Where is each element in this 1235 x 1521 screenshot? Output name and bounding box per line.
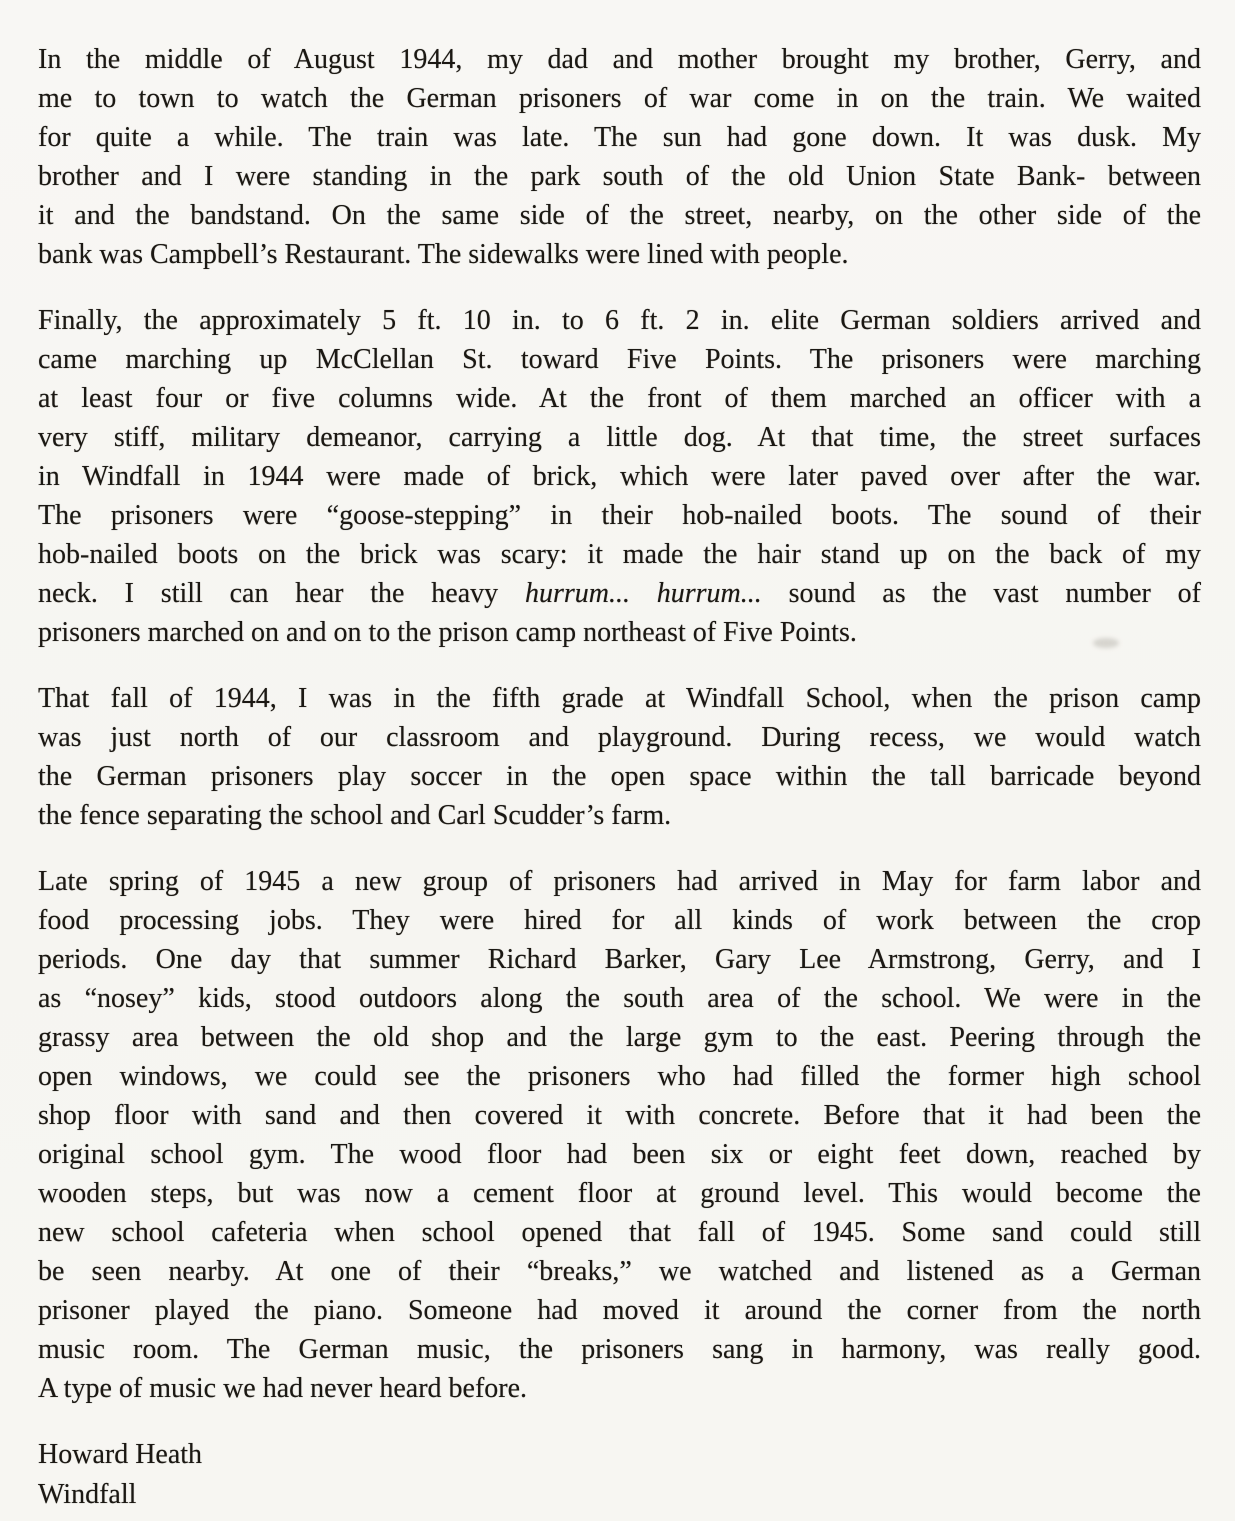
text-segment: me to town to watch the German prisoners of war come in on the train. We waited bbox=[38, 83, 1201, 114]
text-line bbox=[38, 796, 1201, 835]
text-segment: prisoners marched on and on to the prison camp northeast of Five Points. bbox=[38, 617, 857, 648]
text-line bbox=[38, 535, 1201, 574]
text-line bbox=[38, 118, 1201, 157]
text-segment: open windows, we could see the prisoners who had filled the former high school bbox=[38, 1061, 1201, 1092]
text-segment: neck. I still can hear the heavy bbox=[38, 578, 525, 609]
signature-place: Windfall bbox=[38, 1479, 137, 1510]
text-segment: periods. One day that summer Richard Barker, Gary Lee Armstrong, Gerry, and I bbox=[38, 944, 1201, 975]
paragraph-4 bbox=[38, 862, 1201, 1408]
text-line bbox=[38, 457, 1201, 496]
text-segment: brother and I were standing in the park south of the old Union State Bank- between bbox=[38, 161, 1201, 192]
text-segment: the fence separating the school and Carl Scudder’s farm. bbox=[38, 800, 672, 831]
text-line bbox=[38, 196, 1201, 235]
paragraph-3 bbox=[38, 679, 1201, 835]
text-segment: the German prisoners play soccer in the open space within the tall barricade beyond bbox=[38, 761, 1201, 792]
signature-block bbox=[38, 1435, 1201, 1515]
text-segment: In the middle of August 1944, my dad and mother brought my brother, Gerry, and bbox=[38, 44, 1201, 75]
text-line bbox=[38, 79, 1201, 118]
text-line bbox=[38, 340, 1201, 379]
text-segment: original school gym. The wood floor had been six or eight feet down, reached by bbox=[38, 1139, 1201, 1170]
text-segment: shop floor with sand and then covered it with concrete. Before that it had been the bbox=[38, 1100, 1201, 1131]
text-line bbox=[38, 418, 1201, 457]
text-line bbox=[38, 301, 1201, 340]
text-segment: for quite a while. The train was late. The sun had gone down. It was dusk. My bbox=[38, 122, 1201, 153]
text-segment: A type of music we had never heard before. bbox=[38, 1373, 528, 1404]
text-line bbox=[38, 1252, 1201, 1291]
text-segment: it and the bandstand. On the same side of the street, nearby, on the other side of the bbox=[38, 200, 1201, 231]
text-segment: The prisoners were “goose-stepping” in their hob-nailed boots. The sound of their bbox=[38, 500, 1201, 531]
text-segment: food processing jobs. They were hired for all kinds of work between the crop bbox=[38, 905, 1201, 936]
text-line bbox=[38, 718, 1201, 757]
text-line bbox=[38, 1174, 1201, 1213]
text-line bbox=[38, 1291, 1201, 1330]
text-line bbox=[38, 613, 1201, 652]
letter-body bbox=[38, 40, 1201, 1408]
text-line bbox=[38, 679, 1201, 718]
text-line bbox=[38, 901, 1201, 940]
text-segment: very stiff, military demeanor, carrying a little dog. At that time, the street surfaces bbox=[38, 422, 1201, 453]
text-segment: at least four or five columns wide. At the front of them marched an officer with a bbox=[38, 383, 1201, 414]
text-segment: bank was Campbell’s Restaurant. The sidewalks were lined with people. bbox=[38, 239, 849, 270]
text-segment: grassy area between the old shop and the large gym to the east. Peering through the bbox=[38, 1022, 1201, 1053]
text-segment: hob-nailed boots on the brick was scary: it made the hair stand up on the back of my bbox=[38, 539, 1201, 570]
text-segment: be seen nearby. At one of their “breaks,” we watched and listened as a German bbox=[38, 1256, 1201, 1287]
text-segment: Finally, the approximately 5 ft. 10 in. to 6 ft. 2 in. elite German soldiers arrived and bbox=[38, 305, 1201, 336]
italic-text-segment: hurrum... hurrum... bbox=[524, 578, 762, 609]
paragraph-2 bbox=[38, 301, 1201, 652]
text-line bbox=[38, 157, 1201, 196]
text-line bbox=[38, 1096, 1201, 1135]
text-line bbox=[38, 1018, 1201, 1057]
text-segment: music room. The German music, the prisoners sang in harmony, was really good. bbox=[38, 1334, 1201, 1365]
text-segment: Late spring of 1945 a new group of prisoners had arrived in May for farm labor and bbox=[38, 866, 1201, 897]
text-line bbox=[38, 1057, 1201, 1096]
text-segment: as “nosey” kids, stood outdoors along the south area of the school. We were in the bbox=[38, 983, 1201, 1014]
paragraph-1 bbox=[38, 40, 1201, 274]
text-segment: wooden steps, but was now a cement floor at ground level. This would become the bbox=[38, 1178, 1201, 1209]
text-line bbox=[38, 1213, 1201, 1252]
signature-name: Howard Heath bbox=[38, 1439, 203, 1470]
text-segment: sound as the vast number of bbox=[761, 578, 1202, 609]
text-line bbox=[38, 235, 1201, 274]
text-segment: prisoner played the piano. Someone had moved it around the corner from the north bbox=[38, 1295, 1201, 1326]
text-segment: That fall of 1944, I was in the fifth grade at Windfall School, when the prison camp bbox=[38, 683, 1201, 714]
scan-smudge-artifact bbox=[1093, 638, 1119, 648]
text-line bbox=[38, 979, 1201, 1018]
text-line bbox=[38, 379, 1201, 418]
text-line bbox=[38, 940, 1201, 979]
text-segment: in Windfall in 1944 were made of brick, which were later paved over after the war. bbox=[38, 461, 1201, 492]
text-segment: was just north of our classroom and playground. During recess, we would watch bbox=[38, 722, 1201, 753]
text-line bbox=[38, 1369, 1201, 1408]
text-segment: came marching up McClellan St. toward Five Points. The prisoners were marching bbox=[38, 344, 1201, 375]
text-line bbox=[38, 40, 1201, 79]
text-line bbox=[38, 862, 1201, 901]
text-line bbox=[38, 574, 1201, 613]
text-line bbox=[38, 496, 1201, 535]
text-segment: new school cafeteria when school opened that fall of 1945. Some sand could still bbox=[38, 1217, 1201, 1248]
text-line bbox=[38, 1330, 1201, 1369]
text-line bbox=[38, 1135, 1201, 1174]
text-line bbox=[38, 757, 1201, 796]
